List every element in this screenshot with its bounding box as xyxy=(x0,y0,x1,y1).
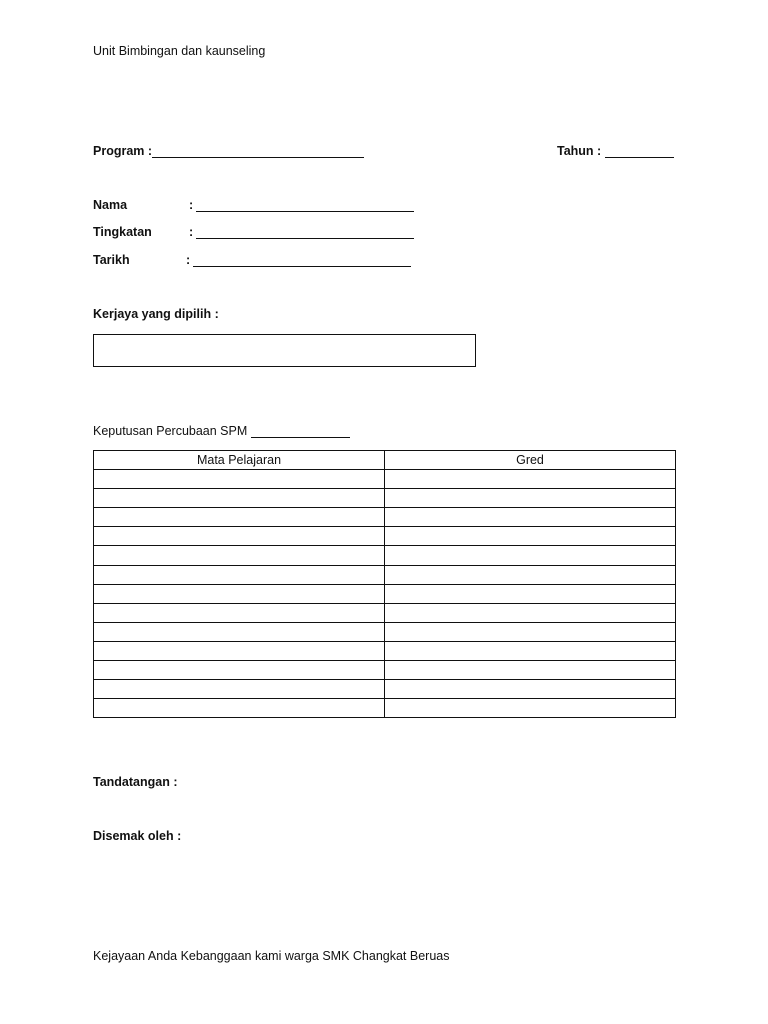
cell-mata-pelajaran[interactable] xyxy=(94,641,385,660)
cell-gred[interactable] xyxy=(385,680,676,699)
table-row xyxy=(94,603,676,622)
cell-gred[interactable] xyxy=(385,699,676,718)
cell-gred[interactable] xyxy=(385,489,676,508)
cell-mata-pelajaran[interactable] xyxy=(94,699,385,718)
cell-mata-pelajaran[interactable] xyxy=(94,584,385,603)
table-row xyxy=(94,661,676,680)
nama-input-line[interactable] xyxy=(196,211,414,212)
cell-mata-pelajaran[interactable] xyxy=(94,508,385,527)
cell-gred[interactable] xyxy=(385,527,676,546)
nama-colon: : xyxy=(189,198,194,212)
cell-gred[interactable] xyxy=(385,641,676,660)
table-row xyxy=(94,641,676,660)
table-row xyxy=(94,584,676,603)
table-row xyxy=(94,527,676,546)
header-mata-pelajaran: Mata Pelajaran xyxy=(94,451,385,470)
cell-gred[interactable] xyxy=(385,584,676,603)
tingkatan-label: Tingkatan xyxy=(93,225,152,239)
nama-label: Nama xyxy=(93,198,128,212)
footer-motto: Kejayaan Anda Kebanggaan kami warga SMK Changkat Beruas xyxy=(93,949,450,963)
keputusan-input-line[interactable] xyxy=(251,437,350,438)
cell-gred[interactable] xyxy=(385,470,676,489)
form-header: Unit Bimbingan dan kaunseling xyxy=(93,44,266,58)
tingkatan-input-line[interactable] xyxy=(196,238,414,239)
table-row xyxy=(94,470,676,489)
tarikh-colon: : xyxy=(186,253,191,267)
cell-mata-pelajaran[interactable] xyxy=(94,603,385,622)
cell-gred[interactable] xyxy=(385,603,676,622)
cell-mata-pelajaran[interactable] xyxy=(94,546,385,565)
table-row xyxy=(94,546,676,565)
table-row xyxy=(94,508,676,527)
disemak-label: Disemak oleh : xyxy=(93,829,182,843)
program-label: Program : xyxy=(93,144,153,158)
cell-gred[interactable] xyxy=(385,565,676,584)
cell-mata-pelajaran[interactable] xyxy=(94,470,385,489)
tingkatan-colon: : xyxy=(189,225,194,239)
cell-gred[interactable] xyxy=(385,622,676,641)
table-row xyxy=(94,699,676,718)
cell-mata-pelajaran[interactable] xyxy=(94,661,385,680)
table-header-row xyxy=(94,451,676,470)
tahun-label: Tahun : xyxy=(557,144,602,158)
cell-gred[interactable] xyxy=(385,546,676,565)
cell-mata-pelajaran[interactable] xyxy=(94,527,385,546)
keputusan-label: Keputusan Percubaan SPM xyxy=(93,424,248,438)
tarikh-input-line[interactable] xyxy=(193,266,411,267)
cell-mata-pelajaran[interactable] xyxy=(94,489,385,508)
cell-mata-pelajaran[interactable] xyxy=(94,622,385,641)
cell-gred[interactable] xyxy=(385,661,676,680)
header-gred: Gred xyxy=(385,451,676,470)
program-input-line[interactable] xyxy=(152,157,364,158)
tarikh-label: Tarikh xyxy=(93,253,130,267)
kerjaya-input-box[interactable] xyxy=(93,334,476,367)
kerjaya-label: Kerjaya yang dipilih : xyxy=(93,307,219,321)
table-row xyxy=(94,680,676,699)
tandatangan-label: Tandatangan : xyxy=(93,775,178,789)
cell-gred[interactable] xyxy=(385,508,676,527)
table-row xyxy=(94,565,676,584)
table-row xyxy=(94,622,676,641)
tahun-input-line[interactable] xyxy=(605,157,674,158)
grades-table xyxy=(93,450,676,718)
table-row xyxy=(94,489,676,508)
cell-mata-pelajaran[interactable] xyxy=(94,565,385,584)
cell-mata-pelajaran[interactable] xyxy=(94,680,385,699)
